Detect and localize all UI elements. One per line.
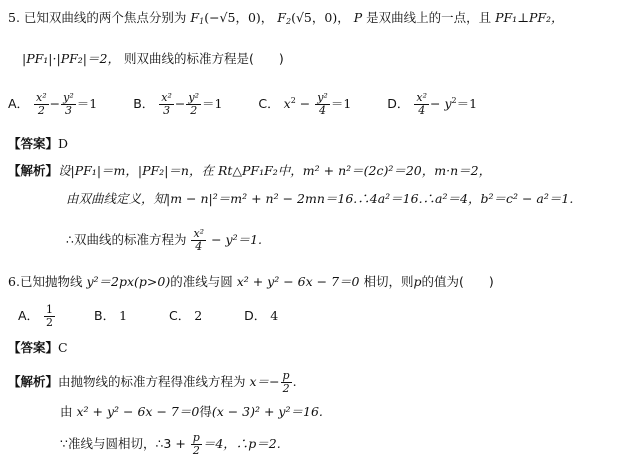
q5-option-a-label: A．: [8, 96, 30, 111]
q5-solution-definition: 由双曲线定义，知|m − n|²＝m² + n² − 2mn＝16.∴4a²＝16.∴a²＝4，b²＝c² − a²＝1.: [66, 191, 574, 206]
q6-solution-line3-a: ∵准线与圆相切，∴3 +: [60, 436, 186, 451]
q6-answer-value: C: [58, 340, 68, 355]
q5-solution-line3: [66, 228, 262, 253]
q6-option-c-label: C．: [169, 308, 191, 323]
q6-solution-line2-b: x² + y² − 6x − 7＝0: [76, 404, 200, 419]
q5-option-c-label: C．: [258, 96, 280, 111]
q5-solution-part-c: 中，m² + n²＝(2c)²＝20，m·n＝2，: [277, 163, 492, 178]
q5-solution-conclusion-a: ∴双曲线的标准方程为: [66, 232, 187, 247]
q5-perp-condition: PF₁⊥PF₂，: [495, 10, 564, 25]
q5-solution-conclusion-b: − y²＝1.: [211, 232, 263, 247]
q5-stem-text-b: 是双曲线上的一点，且: [366, 10, 492, 25]
q5-option-a-frac-x: $\frac{\text{x²}}{2}$: [36, 91, 47, 117]
q6-stem-f: p: [413, 274, 422, 289]
q5-number: 5.: [8, 10, 20, 25]
q5-solution-part-b: Rt△PF₁F₂: [217, 163, 278, 178]
q5-f1-label: $F_1$: [190, 10, 205, 26]
q6-option-d-label: D．: [244, 308, 267, 323]
q5-option-b-frac-x: $\frac{\text{x²}}{3}$: [161, 91, 172, 117]
q6-stem-line: [8, 274, 494, 290]
q6-solution-line3-frac: $\frac{p}{2}$: [192, 431, 200, 457]
q5-option-c-frac-y: $\frac{\text{y²}}{4}$: [317, 91, 328, 117]
q5-point-p: P: [353, 10, 363, 25]
q6-number: 6.: [8, 274, 20, 289]
q6-solution-line2-c: 得: [199, 404, 212, 419]
q6-solution-line2-d: (x − 3)² + y²＝16.: [211, 404, 323, 419]
q6-solution-line3: [60, 432, 281, 457]
q6-answer-line: [8, 340, 68, 356]
q6-option-b-value: 1: [119, 308, 128, 323]
q5-option-d-frac-x: $\frac{\text{x²}}{4}$: [416, 91, 428, 117]
q5-solution-frac: $\frac{\text{x²}}{4}$: [193, 227, 205, 253]
q5-answer-tag: 【答案】: [8, 136, 59, 151]
q5-analysis-tag: 【解析】: [8, 163, 59, 178]
q6-analysis-tag: 【解析】: [8, 374, 59, 389]
q6-option-a-frac: $\frac{1}{2}$: [46, 303, 54, 329]
q6-solution-frac: $\frac{p}{2}$: [282, 369, 290, 395]
q6-stem-b: y²＝2px(p>0): [86, 274, 171, 289]
q5-answer-value: D: [58, 136, 69, 151]
q5-f1-coord: (−√5，0)，: [204, 10, 274, 25]
q5-f2-coord: (√5，0)，: [291, 10, 350, 25]
q5-solution-line1: [8, 163, 491, 179]
q6-options-line: [18, 304, 278, 329]
q6-solution-part-a: 由抛物线的标准方程得准线方程为: [58, 374, 246, 389]
q6-stem-d: x² + y² − 6x − 7＝0: [236, 274, 360, 289]
q5-f2-label: $F_2$: [277, 10, 292, 26]
q5-options-line: A． $\frac{\text{x²}}{2}$ − $\frac{\text{y²}}{3}$ ＝1 B． $\frac{\text{x²}}{3}$ − $\frac{\text{y²}}{2}$ ＝1 C． $x^2$ − $\frac{\text{y²}}{4}$ ＝1 D． $\frac{\text{x²}}{4}$ − $y^2=1$: [8, 91, 478, 117]
q6-stem-a: 已知抛物线: [19, 274, 83, 289]
q6-option-c-value: 2: [194, 308, 203, 323]
q5-solution-part-a: 设|PF₁|＝m，|PF₂|＝n，在: [58, 163, 214, 178]
q6-solution-line1: 【解析】由抛物线的标准方程得准线方程为 x＝− $\frac{p}{2}$ .: [8, 369, 297, 395]
q5-solution-line2: [66, 191, 573, 207]
q6-stem-g: 的值为( ): [421, 274, 494, 289]
q6-solution-line2: [60, 404, 323, 420]
q5-stem-text-a: 已知双曲线的两个焦点分别为: [23, 10, 187, 25]
q6-stem-e: 相切，则: [363, 274, 414, 289]
q5-stem-line2: [22, 51, 284, 67]
q6-solution-line2-a: 由: [60, 404, 73, 419]
q6-stem-c: 的准线与圆: [170, 274, 233, 289]
q5-option-a-frac-y: $\frac{\text{y²}}{3}$: [63, 91, 74, 117]
q6-solution-part-b: x＝−: [249, 374, 280, 389]
q5-stem-text-c: 则双曲线的标准方程是( ): [123, 51, 284, 66]
q6-option-d-value: 4: [270, 308, 279, 323]
q5-answer-line: [8, 136, 68, 152]
q6-option-a-label: A．: [18, 308, 40, 323]
q5-stem-line1: [8, 10, 564, 30]
q5-product-condition: |PF₁|·|PF₂|＝2，: [22, 51, 120, 66]
q5-option-d-label: D．: [387, 96, 410, 111]
q5-option-b-label: B．: [133, 96, 155, 111]
q6-solution-line3-b: ＝4，∴p＝2.: [202, 436, 281, 451]
q5-option-b-frac-y: $\frac{\text{y²}}{2}$: [188, 91, 199, 117]
q6-option-b-label: B．: [94, 308, 116, 323]
q6-answer-tag: 【答案】: [8, 340, 59, 355]
